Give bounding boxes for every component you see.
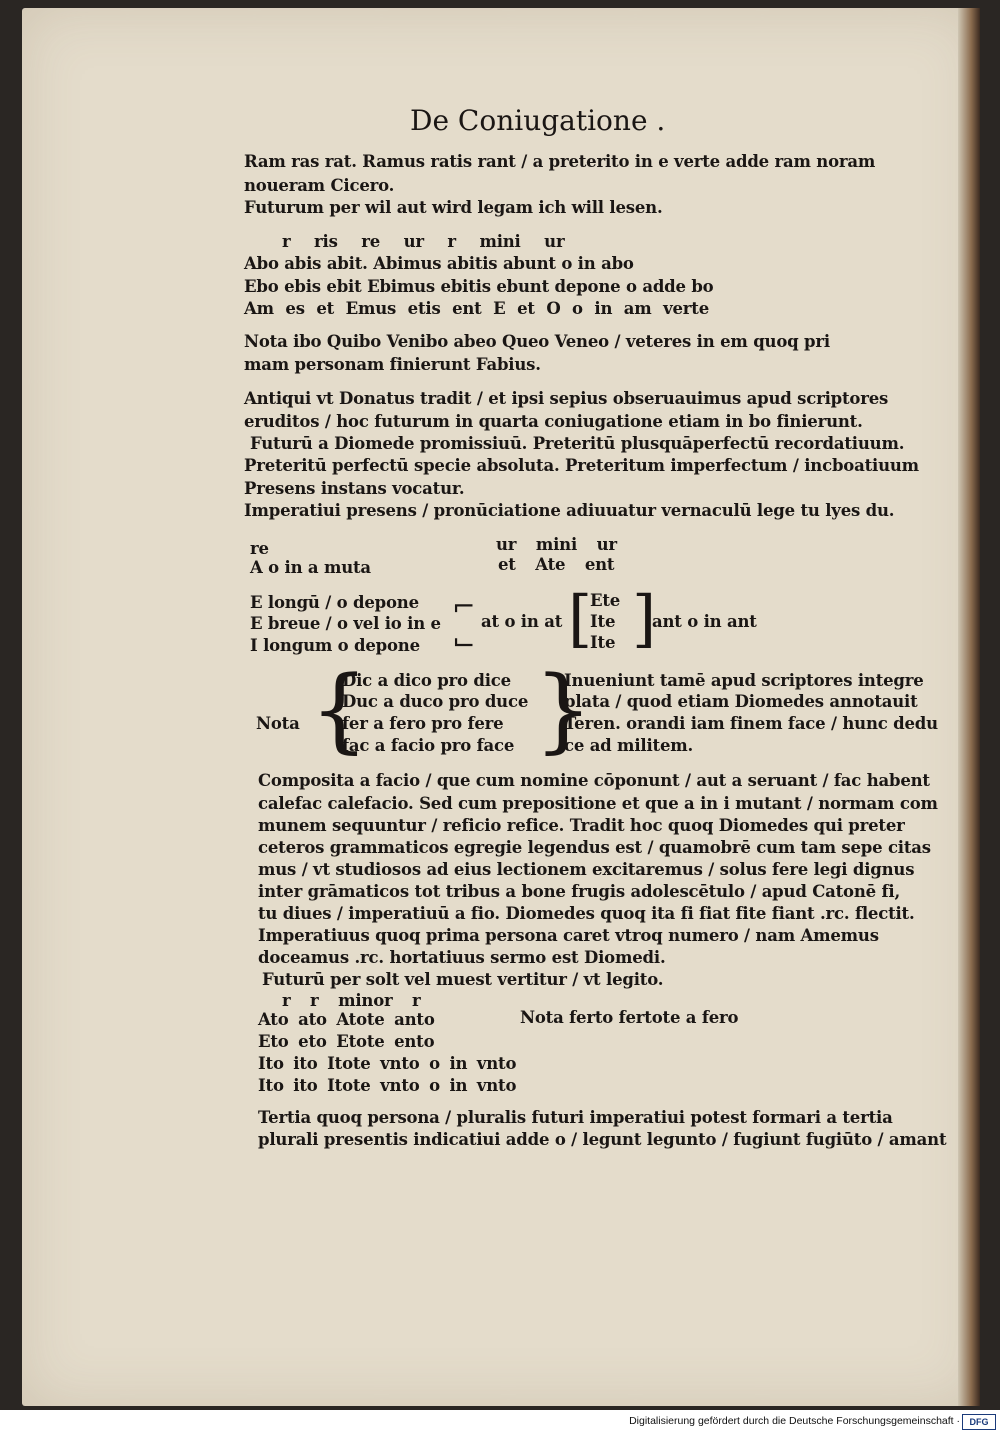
brace-left: [: [568, 582, 593, 655]
text-line: Futurū a Diomede promissiuū. Preteritū plusquāperfectū recordatiuum.: [250, 434, 905, 453]
text-line: Nota ibo Quibo Venibo abeo Queo Veneo / veteres in em quoq pri: [244, 332, 830, 351]
text-line: I longum o depone: [250, 636, 420, 655]
text-line: eruditos / hoc futurum in quarta coniugatione etiam in bo finierunt.: [244, 412, 863, 431]
text-line: noueram Cicero.: [244, 176, 395, 195]
text-line: tu diues / imperatiuū a fio. Diomedes quoq ita fi fiat fite fiant .rc. flectit.: [258, 904, 915, 923]
text-line: Imperatiuus quoq prima persona caret vtroq numero / nam Amemus: [258, 926, 879, 945]
text-line: Futurū per solt vel muest vertitur / vt legito.: [262, 970, 664, 989]
brace-right: ]: [632, 582, 657, 655]
bracket: ⌙: [452, 624, 476, 657]
text-line: Teren. orandi iam finem face / hunc dedu: [564, 714, 938, 733]
text-line: Eto eto Etote ento: [258, 1032, 435, 1051]
superscript-endings: re: [250, 539, 269, 558]
text-line: ant o in ant: [652, 612, 757, 631]
text-line: ceteros grammaticos egregie legendus est / quamobrē cum tam sepe citas: [258, 838, 931, 857]
superscript-endings: r r minor r: [282, 991, 421, 1010]
funding-notice: Digitalisierung gefördert durch die Deutsche Forschungsgemeinschaft ·: [629, 1415, 960, 1427]
text-line: et Ate ent: [498, 555, 615, 574]
text-line: Am es et Emus etis ent E et O o in am verte: [244, 299, 709, 318]
text-line: inter grāmaticos tot tribus a bone frugis adolescētulo / apud Catonē fi,: [258, 882, 900, 901]
text-line: calefac calefacio. Sed cum prepositione et que a in i mutant / normam com: [258, 794, 938, 813]
text-line: doceamus .rc. hortatiuus sermo est Diomedi.: [258, 948, 666, 967]
text-line: Ite: [590, 633, 616, 652]
text-line: Ito ito Itote vnto o in vnto: [258, 1076, 517, 1095]
text-line: Imperatiui presens / pronūciatione adiuuatur vernaculū lege tu lyes du.: [244, 501, 895, 520]
text-line: Ebo ebis ebit Ebimus ebitis ebunt depone o adde bo: [244, 277, 714, 296]
text-line: Nota: [256, 714, 300, 733]
text-line: mam personam finierunt Fabius.: [244, 355, 541, 374]
text-line: E breue / o vel io in e: [250, 614, 441, 633]
text-line: Duc a duco pro duce: [342, 692, 529, 711]
footer-bar: [0, 1412, 1000, 1431]
text-line: E longū / o depone: [250, 593, 419, 612]
brace-left: {: [310, 656, 369, 763]
text-line: Ito ito Itote vnto o in vnto: [258, 1054, 517, 1073]
text-line: Preteritū perfectū specie absoluta. Preteritum imperfectum / incboatiuum: [244, 456, 919, 475]
text-line: Ram ras rat. Ramus ratis rant / a preterito in e verte adde ram noram: [244, 152, 876, 171]
superscript-endings: ur mini ur: [496, 535, 617, 554]
text-line: ce ad militem.: [564, 736, 694, 755]
text-line: Antiqui vt Donatus tradit / et ipsi sepius obseruauimus apud scriptores: [244, 389, 889, 408]
text-line: plata / quod etiam Diomedes annotauit: [564, 692, 918, 711]
page-edge: [958, 8, 980, 1406]
dfg-logo: DFG: [962, 1414, 996, 1430]
page-title: De Coniugatione .: [410, 104, 666, 137]
superscript-endings: r ris re ur r mini ur: [282, 232, 565, 251]
text-line: mus / vt studiosos ad eius lectionem excitaremus / solus fere legi dignus: [258, 860, 915, 879]
text-line: Abo abis abit. Abimus abitis abunt o in abo: [244, 254, 634, 273]
bracket: ⌐: [452, 590, 476, 623]
text-line: fac a facio pro face: [342, 736, 515, 755]
text-line: Ato ato Atote anto: [258, 1010, 435, 1029]
text-line: Tertia quoq persona / pluralis futuri imperatiui potest formari a tertia: [258, 1108, 893, 1127]
text-line: plurali presentis indicatiui adde o / legunt legunto / fugiunt fugiūto / amant: [258, 1130, 947, 1149]
brace-right: }: [534, 656, 593, 763]
text-line: Ete: [590, 591, 621, 610]
text-line: Presens instans vocatur.: [244, 479, 465, 498]
text-line: Composita a facio / que cum nomine cōponunt / aut a seruant / fac habent: [258, 771, 930, 790]
text-line: Inueniunt tamē apud scriptores integre: [564, 671, 924, 690]
text-line: Dic a dico pro dice: [342, 671, 511, 690]
text-line: at o in at: [481, 612, 563, 631]
text-line: A o in a muta: [250, 558, 371, 577]
text-line: munem sequuntur / reficio refice. Tradit hoc quoq Diomedes qui preter: [258, 816, 905, 835]
text-line: Ite: [590, 612, 616, 631]
text-line: fer a fero pro fere: [342, 714, 504, 733]
text-line: Nota ferto fertote a fero: [520, 1008, 739, 1027]
text-line: Futurum per wil aut wird legam ich will lesen.: [244, 198, 663, 217]
